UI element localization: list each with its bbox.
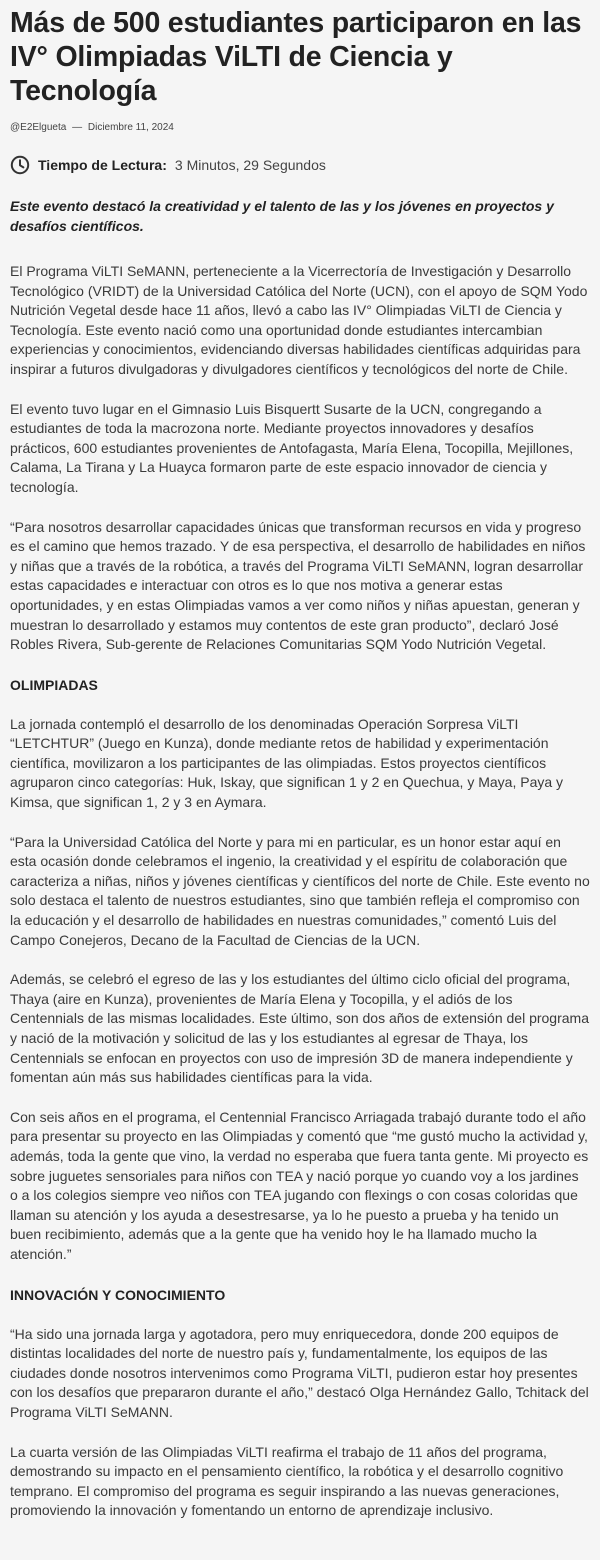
reading-time-label: Tiempo de Lectura: [38, 157, 167, 173]
paragraph: “Para nosotros desarrollar capacidades únicas que transforman recursos en vida y progreso es el camino que hemos trazado. Y de esa perspectiva, el desarrollo de habilidades en niños y niñas que a través de la robótica, a través del Programa ViLTI SeMANN, logran desarrollar estas capacidades e interactuar con otros es lo que nos motiva a generar estas oportunidades, y en estas Olimpiadas vamos a ver como niños y niñas apuestan, generan y muestran lo desarrollado y estamos muy contentos de este gran producto”, declaró José Robles Rivera, Sub-gerente de Relaciones Comunitarias SQM Yodo Nutrición Vegetal. [10, 518, 586, 653]
paragraph: El Programa ViLTI SeMANN, perteneciente a la Vicerrectoría de Investigación y Desarrollo Tecnológico (VRIDT) de la Universidad Católica del Norte (UCN), con el apoyo de SQM Yodo Nutrición Vegetal desde hace 11 años, llevó a cabo las IV° Olimpiadas ViLTI de Ciencia y Tecnología. Este evento nació como una oportunidad donde estudiantes intercambian experiencias y conocimientos, evidenciando diversas habilidades científicas adquiridas para inspirar a futuros divulgadoras y divulgadores científicos y tecnológicos del norte de Chile. [10, 263, 588, 377]
paragraph: La jornada contempló el desarrollo de los denominadas Operación Sorpresa ViLTI “LETCHTUR” (Juego en Kunza), donde mediante retos de habilidad y experimentación científica, movilizaron a los participantes de las olimpiadas. Estos proyectos científicos agruparon cinco categorías: Huk, Iskay, que significan 1 y 2 en Quechua, y Maya, Paya y Kimsa, que significan 1, 2 y 3 en Aymara. [10, 715, 564, 811]
article [0, 6, 600, 1521]
article-title: Más de 500 estudiantes participaron en las IV° Olimpiadas ViLTI de Ciencia y Tecnología [10, 7, 582, 107]
section-heading-innovacion: INNOVACIÓN Y CONOCIMIENTO [10, 1286, 226, 1303]
paragraph: La cuarta versión de las Olimpiadas ViLTI reafirma el trabajo de 11 años del programa, demostrando su impacto en el pensamiento científico, la robótica y el desarrollo cognitivo temprano. El compromiso del programa es seguir inspirando a las nuevas generaciones, promoviendo la innovación y fomentando un entorno de aprendizaje inclusivo. [10, 1443, 564, 1519]
article-meta [10, 121, 590, 135]
publish-date: Diciembre 11, 2024 [87, 122, 174, 133]
paragraph: Con seis años en el programa, el Centennial Francisco Arriagada trabajó durante todo el año para presentar su proyecto en las Olimpiadas y comentó que “me gustó mucho la actividad y, además, toda la gente que vino, la verdad no esperaba que fuera tanta gente. Mi proyecto es sobre juguetes sensoriales para niños con TEA y nació porque yo cuando voy a los jardines o a los colegios siempre veo niños con TEA jugando con flexings o con cosas coloridas que llaman su atención y los ayuda a desestresarse, ya lo he puesto a prueba y ha tenido un buen recibimiento, además que a la gente que ha venido hoy le ha llamado mucho la atención.” [10, 1108, 589, 1262]
reading-time [10, 155, 590, 175]
paragraph: “Ha sido una jornada larga y agotadora, pero muy enriquecedora, donde 200 equipos de distintas localidades del norte de nuestro país y, fundamentalmente, los equipos de las ciudades donde nosotros intervenimos como Programa ViLTI, pudieron estar hoy presentes con los desafíos que prepararon durante el año,” destacó Olga Hernández Gallo, Tchitack del Programa ViLTI SeMANN. [10, 1325, 589, 1420]
section-heading-olimpiadas: OLIMPIADAS [10, 676, 98, 693]
reading-time-value: 3 Minutos, 29 Segundos [174, 157, 326, 173]
clock-icon [10, 155, 30, 175]
author-link[interactable]: @E2Elgueta [10, 122, 67, 133]
meta-separator: — [72, 122, 83, 133]
paragraph: Además, se celebró el egreso de las y los estudiantes del último ciclo oficial del programa, Thaya (aire en Kunza), provenientes de María Elena y Tocopilla, y el adiós de los Centennials de las mismas localidades. Este último, son dos años de extensión del programa y nació de la motivación y solicitud de las y los estudiantes al egresar de Thaya, los Centennials se enfocan en proyectos con uso de impresión 3D de manera independiente y fomentan aún más sus habilidades científicas para la vida. [10, 971, 589, 1086]
paragraph: “Para la Universidad Católica del Norte y para mi en particular, es un honor estar aquí en esta ocasión donde celebramos el ingenio, la creatividad y el espíritu de colaboración que caracteriza a niñas, niños y jóvenes científicas y científicos del norte de Chile. Este evento no solo destaca el talento de nuestros estudiantes, sino que también refleja el compromiso con la educación y el desarrollo de habilidades en nuestras comunidades,” comentó Luis del Campo Conejeros, Decano de la Facultad de Ciencias de la UCN. [10, 833, 590, 948]
article-lead: Este evento destacó la creatividad y el talento de las y los jóvenes en proyectos y desafíos científicos. [10, 198, 554, 234]
paragraph: El evento tuvo lugar en el Gimnasio Luis Bisquertt Susarte de la UCN, congregando a estudiantes de toda la macrozona norte. Mediante proyectos innovadores y desafíos prácticos, 600 estudiantes provenientes de Antofagasta, María Elena, Tocopilla, Mejillones, Calama, La Tirana y La Huayca formaron parte de este espacio innovador de ciencia y tecnología. [10, 400, 574, 495]
